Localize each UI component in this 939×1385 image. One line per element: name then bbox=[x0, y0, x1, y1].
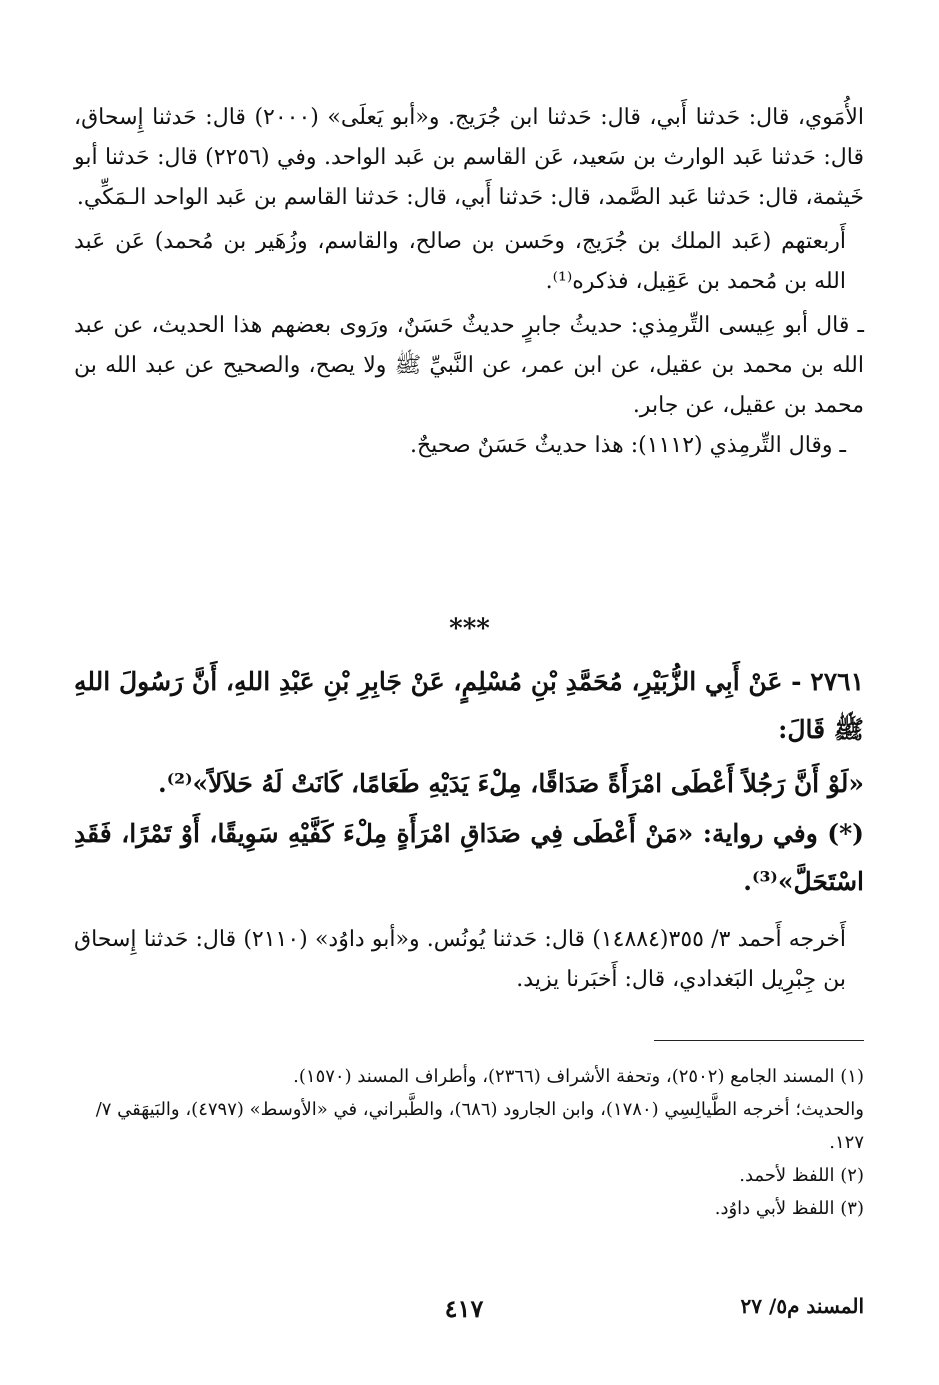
arbaatuhum-paragraph: أَربعتهم (عَبد الملك بن جُرَيج، وحَسن بن صالح، والقاسم، وزُهَير بن مُحمد) عَن عَبد الله بن مُحمد بن عَقِيل، فذكره⁽¹⁾. bbox=[74, 229, 846, 294]
hadith-intro: ٢٧٦١ - عَنْ أَبِي الزُّبَيْرِ، مُحَمَّدِ بْنِ مُسْلِمٍ، عَنْ جَابِرِ بْنِ عَبْدِ اللهِ، أَنَّ رَسُولَ اللهِ ﷺ قَالَ: bbox=[74, 667, 864, 744]
page-number: ٤١٧ bbox=[444, 1294, 484, 1323]
footnote-1: (١) المسند الجامع (٢٥٠٢)، وتحفة الأشراف (٢٣٦٦)، وأطراف المسند (١٥٧٠). bbox=[293, 1066, 864, 1087]
isnad-paragraph: الأُمَوي، قال: حَدثنا أَبي، قال: حَدثنا ابن جُرَيج. و«أبو يَعلَى» (٢٠٠٠) قال: حَدثنا إِسحاق، قال: حَدثنا عَبد الوارث بن سَعيد، عَن القاسم بن عَبد الواحد. وفي (٢٢٥٦) قال: حَدثنا أبو خَيثمة، قال: حَدثنا عَبد الصَّمد، قال: حَدثنا أَبي، قال: حَدثنا القاسم بن عَبد الواحد الـمَكِّي. bbox=[74, 105, 864, 210]
isnad-block bbox=[74, 98, 864, 466]
tirmidhi-comment-paragraph: ـ قال أبو عِيسى التِّرمِذي: حديثُ جابرٍ حديثٌ حَسَنٌ، ورَوى بعضهم هذا الحديث، عن عبد الله بن محمد بن عقيل، عن ابن عمر، عن النَّبيِّ ﷺ ولا يصح، والصحيح عن عبد الله بن محمد بن عقيل، عن جابر. bbox=[74, 313, 864, 418]
footnote-3: (٣) اللفظ لأبي داوُد. bbox=[714, 1198, 864, 1219]
takhrij-paragraph: أَخرجه أَحمد ٣/ ٣٥٥(١٤٨٨٤) قال: حَدثنا يُونُس. و«أبو داوُد» (٢١١٠) قال: حَدثنا إِسحاق بن جِبْرِيل البَغدادي، قال: أَخبَرنا يزيد. bbox=[74, 927, 847, 992]
section-separator: *** bbox=[449, 614, 490, 644]
footnote-1-continuation: والحديث؛ أخرجه الطَّيالِسِي (١٧٨٠)، وابن الجارود (٦٨٦)، والطَّبراني، في «الأوسط» (٤٧٩٧)، والبَيهَقي ٧/ ١٢٧. bbox=[95, 1099, 864, 1153]
volume-signature: المسند م٥/ ٢٧ bbox=[740, 1294, 864, 1318]
page-footer bbox=[74, 1294, 864, 1328]
footnote-divider bbox=[654, 1040, 864, 1041]
hadith-variant: (*) وفي رواية: «مَنْ أَعْطَى فِي صَدَاقِ امْرَأَةٍ مِلْءَ كَفَّيْهِ سَوِيقًا، أَوْ تَمْرًا، فَقَدِ اسْتَحَلَّ»⁽³⁾. bbox=[74, 819, 864, 896]
hadith-text: «لَوْ أَنَّ رَجُلاً أَعْطَى امْرَأَةً صَدَاقًا، مِلْءَ يَدَيْهِ طَعَامًا، كَانَتْ لَهُ حَلاَلاً»⁽²⁾. bbox=[158, 769, 864, 798]
tirmidhi-grading-paragraph: ـ وقال التِّرمِذي (١١١٢): هذا حديثٌ حَسَنٌ صحيحٌ. bbox=[409, 433, 846, 458]
footnote-2: (٢) اللفظ لأحمد. bbox=[739, 1165, 864, 1186]
takhrij-block bbox=[74, 920, 864, 1000]
hadith-block bbox=[74, 658, 864, 906]
footnotes bbox=[74, 1060, 864, 1225]
